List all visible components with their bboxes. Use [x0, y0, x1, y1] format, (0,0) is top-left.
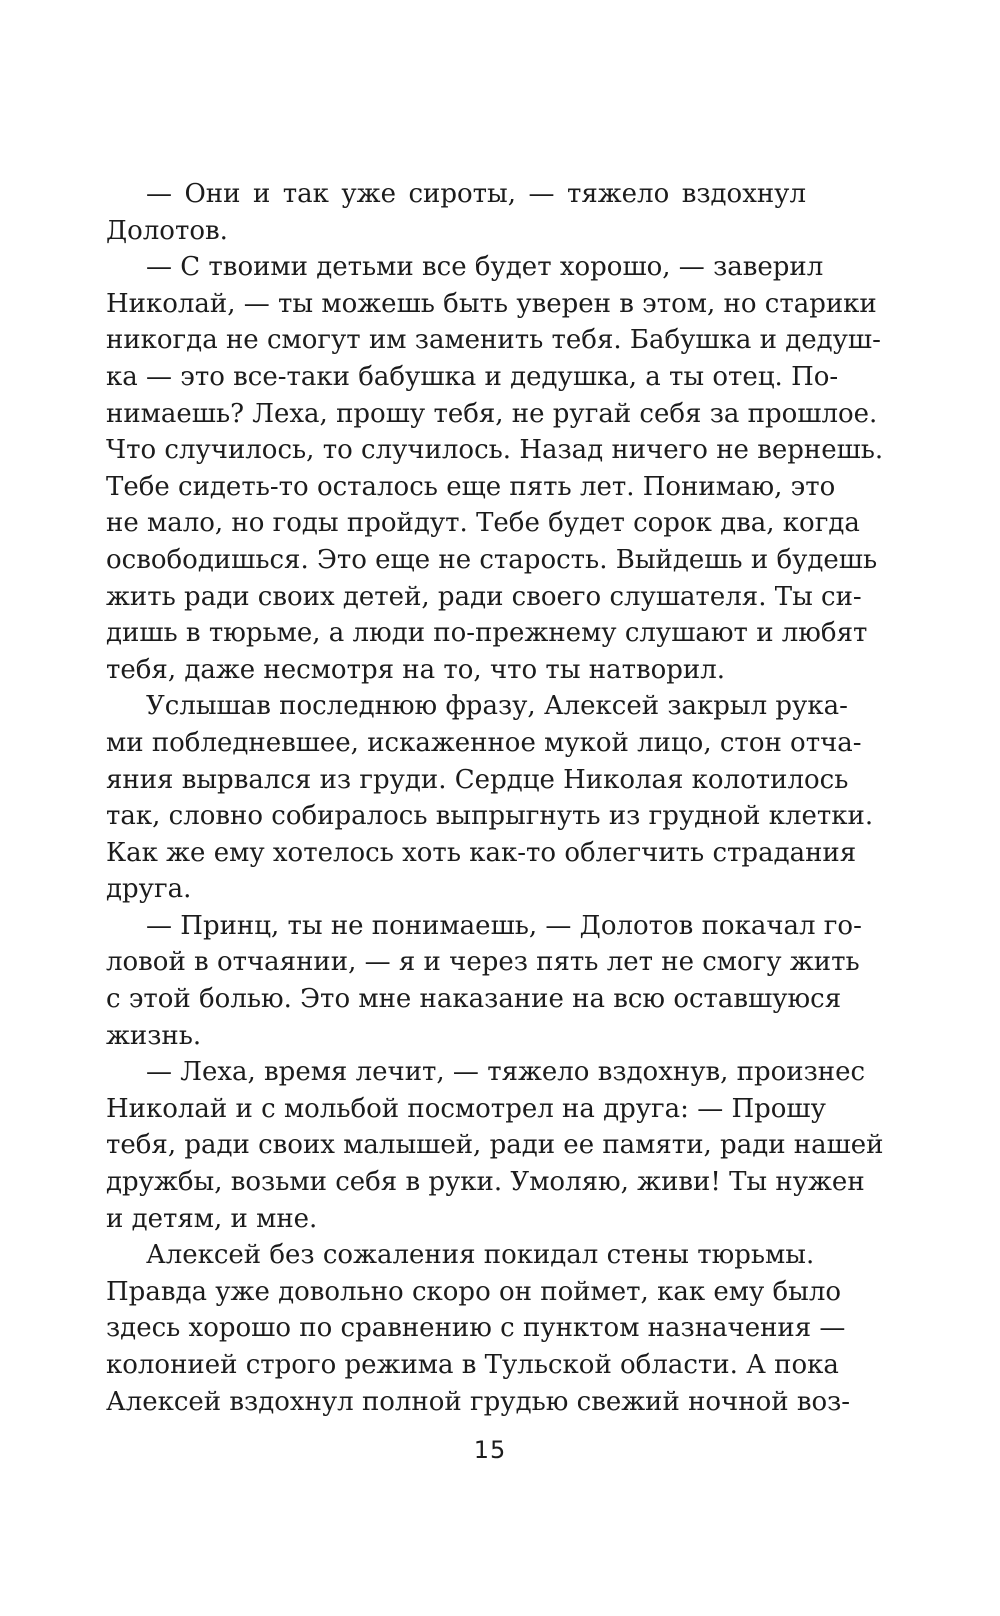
text-line: Что случилось, то случилось. Назад ничего не вернешь. — [106, 435, 884, 466]
text-line: дружбы, возьми себя в руки. Умоляю, живи! Ты нужен — [106, 1167, 865, 1198]
text-line: Как же ему хотелось хоть как-то облегчить страдания — [106, 837, 857, 868]
paragraph — [106, 908, 862, 1054]
text-line: Николай и с мольбой посмотрел на друга: — Прошу — [106, 1093, 826, 1124]
text-line: Правда уже довольно скоро он поймет, как ему было — [106, 1276, 842, 1307]
text-line: ка — это все-таки бабушка и дедушка, а ты отец. По- — [106, 361, 839, 392]
text-line: Услышав последнюю фразу, Алексей закрыл рука- — [146, 691, 848, 722]
text-line: яния вырвался из груди. Сердце Николая колотилось — [106, 764, 849, 795]
text-line: — Они и так уже сироты, — тяжело вздохнул — [146, 179, 806, 209]
text-line: — Принц, ты не понимаешь, — Долотов покачал го- — [146, 910, 862, 941]
text-line: освободишься. Это еще не старость. Выйдешь и будешь — [106, 544, 878, 575]
text-line: дишь в тюрьме, а люди по-прежнему слушают и любят — [106, 618, 868, 649]
text-line: Долотов. — [106, 215, 228, 246]
text-line: Николай, — ты можешь быть уверен в этом, но старики — [106, 288, 877, 319]
paragraph — [106, 688, 874, 908]
text-line: нимаешь? Леха, прошу тебя, не ругай себя за прошлое. — [106, 398, 878, 429]
paragraph — [106, 1054, 884, 1237]
text-line: — С твоими детьми все будет хорошо, — заверил — [146, 252, 824, 283]
text-line: друга. — [106, 874, 192, 905]
text-line: жить ради своих детей, ради своего слушателя. Ты си- — [106, 581, 862, 612]
page-number: 15 — [473, 1436, 507, 1464]
text-line: Тебе сидеть-то осталось еще пять лет. Понимаю, это — [106, 471, 836, 502]
text-line: никогда не смогут им заменить тебя. Бабушка и дедуш- — [106, 325, 881, 356]
text-line: здесь хорошо по сравнению с пунктом назначения — — [106, 1313, 846, 1344]
text-line: Алексей без сожаления покидал стены тюрьмы. — [146, 1240, 815, 1271]
text-line: и детям, и мне. — [106, 1203, 318, 1234]
text-line: тебя, даже несмотря на то, что ты натворил. — [106, 654, 726, 685]
text-line: тебя, ради своих малышей, ради ее памяти, ради нашей — [106, 1130, 884, 1161]
text-line: не мало, но годы пройдут. Тебе будет сорок два, когда — [106, 508, 860, 539]
text-line: — Леха, время лечит, — тяжело вздохнув, произнес — [146, 1057, 866, 1088]
paragraph — [106, 1237, 851, 1420]
text-line: ловой в отчаянии, — я и через пять лет не смогу жить — [106, 947, 860, 978]
book-page-text — [106, 176, 884, 1420]
text-line: колонией строго режима в Тульской области. А пока — [106, 1350, 839, 1380]
paragraphs-container — [106, 176, 884, 1420]
text-line: так, словно собиралось выпрыгнуть из грудной клетки. — [106, 801, 874, 832]
text-line: Алексей вздохнул полной грудью свежий ночной воз- — [106, 1386, 851, 1417]
paragraph — [106, 249, 884, 688]
paragraph — [106, 176, 806, 249]
text-line: ми побледневшее, искаженное мукой лицо, стон отча- — [106, 727, 862, 758]
text-line: с этой болью. Это мне наказание на всю оставшуюся — [106, 984, 842, 1015]
text-line: жизнь. — [106, 1020, 202, 1051]
